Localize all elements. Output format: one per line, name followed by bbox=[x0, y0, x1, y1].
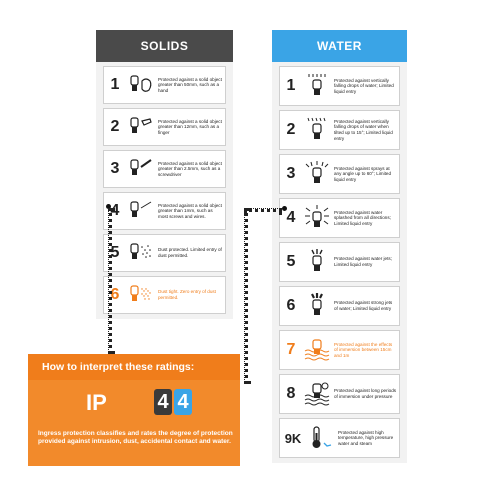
solids-digit: 4 bbox=[154, 389, 172, 415]
bulb-splash-icon bbox=[302, 203, 332, 233]
solids-rating-number: 5 bbox=[110, 244, 120, 261]
water-rating-number: 6 bbox=[286, 297, 296, 314]
water-row-9k bbox=[279, 418, 400, 458]
water-description: Protected against sprays at any angle up to 60°; Limited liquid entry bbox=[334, 165, 392, 182]
water-rating-number: 4 bbox=[286, 209, 296, 226]
water-connector-dot bbox=[282, 206, 287, 211]
solids-panel bbox=[96, 30, 233, 319]
water-description: Protected against water jets; Limited liquid entry bbox=[334, 256, 392, 267]
water-rating-number: 1 bbox=[286, 77, 296, 94]
water-rating-number: 9K bbox=[284, 430, 302, 446]
water-description: Protected against vertically falling drops of water; Limited liquid entry bbox=[334, 77, 394, 94]
solids-row-6 bbox=[103, 276, 226, 314]
solids-row-3 bbox=[103, 150, 226, 188]
thermometer-icon bbox=[306, 423, 336, 453]
solids-rating-number: 4 bbox=[110, 202, 120, 219]
callout-description: Ingress protection classifies and rates the degree of protection provided against intrusion, dust, accidental contact and water. bbox=[38, 430, 233, 445]
water-rating-number: 5 bbox=[286, 253, 296, 270]
bulb-dust-icon bbox=[126, 238, 156, 268]
bulb-finger-icon bbox=[126, 112, 156, 142]
water-rating-number: 7 bbox=[286, 341, 296, 358]
solids-description: Protected against a solid object greater than 2.5mm, such as a screwdriver bbox=[158, 160, 222, 177]
water-description: Protected against long periods of immersion under pressure bbox=[334, 388, 397, 399]
bulb-wire-icon bbox=[126, 196, 156, 226]
water-digit: 4 bbox=[174, 389, 192, 415]
bulb-spray-icon bbox=[302, 159, 332, 189]
water-rating-number: 8 bbox=[286, 385, 296, 402]
water-description: Protected against the effects of immersion between 15cm and 1m bbox=[334, 341, 393, 358]
solids-row-5 bbox=[103, 234, 226, 272]
water-description: Protected against strong jets of water; Limited liquid entry bbox=[334, 300, 393, 311]
solids-description: Protected against a solid object greater than 12mm, such as a finger bbox=[158, 118, 222, 135]
water-row-8 bbox=[279, 374, 400, 414]
water-row-4 bbox=[279, 198, 400, 238]
water-rating-number: 2 bbox=[286, 121, 296, 138]
solids-rating-number: 1 bbox=[110, 76, 120, 93]
bulb-hand-icon bbox=[126, 70, 156, 100]
solids-rating-number: 6 bbox=[110, 286, 120, 303]
solids-header: SOLIDS bbox=[96, 30, 233, 62]
solids-row-2 bbox=[103, 108, 226, 146]
water-row-6 bbox=[279, 286, 400, 326]
water-rating-number: 3 bbox=[286, 165, 296, 182]
bulb-strong-jet-icon bbox=[302, 291, 332, 321]
water-header: WATER bbox=[272, 30, 407, 62]
water-connector-line-v bbox=[244, 208, 248, 384]
bulb-pressure-icon bbox=[302, 379, 332, 409]
solids-rating-number: 3 bbox=[110, 160, 120, 177]
water-description: Protected against water splashed from all directions; Limited liquid entry bbox=[334, 209, 391, 226]
solids-row-1 bbox=[103, 66, 226, 104]
water-row-5 bbox=[279, 242, 400, 282]
solids-description: Protected against a solid object greater than 50mm, such as a hand bbox=[158, 76, 222, 93]
bulb-tilted-drops-icon bbox=[302, 115, 332, 145]
water-row-7 bbox=[279, 330, 400, 370]
water-description: Protected against high temperature, high pressure water and steam bbox=[338, 429, 394, 446]
solids-description: Dust tight. Zero entry of dust permitted. bbox=[158, 289, 216, 300]
water-row-1 bbox=[279, 66, 400, 106]
water-panel bbox=[272, 30, 407, 463]
callout-heading: How to interpret these ratings: bbox=[28, 354, 240, 380]
bulb-immersion-icon bbox=[302, 335, 332, 365]
water-row-2 bbox=[279, 110, 400, 150]
water-description: Protected against vertically falling drops of water when tilted up to 15°; Limited liquid entry bbox=[334, 118, 393, 141]
solids-description: Dust protected. Limited entry of dust permitted. bbox=[158, 247, 222, 258]
bulb-drops-icon bbox=[302, 71, 332, 101]
solids-rating-number: 2 bbox=[110, 118, 120, 135]
water-connector-line-h bbox=[244, 208, 282, 212]
bulb-dust-tight-icon bbox=[126, 280, 156, 310]
ip-label: IP bbox=[86, 390, 107, 415]
callout-body bbox=[28, 380, 240, 466]
bulb-jet-icon bbox=[302, 247, 332, 277]
solids-description: Protected against a solid object greater than 1mm, such as most screws and wires. bbox=[158, 202, 222, 219]
bulb-screwdriver-icon bbox=[126, 154, 156, 184]
solids-row-4 bbox=[103, 192, 226, 230]
water-row-3 bbox=[279, 154, 400, 194]
ip-rating-callout bbox=[28, 354, 240, 466]
solids-connector-line bbox=[108, 208, 112, 354]
